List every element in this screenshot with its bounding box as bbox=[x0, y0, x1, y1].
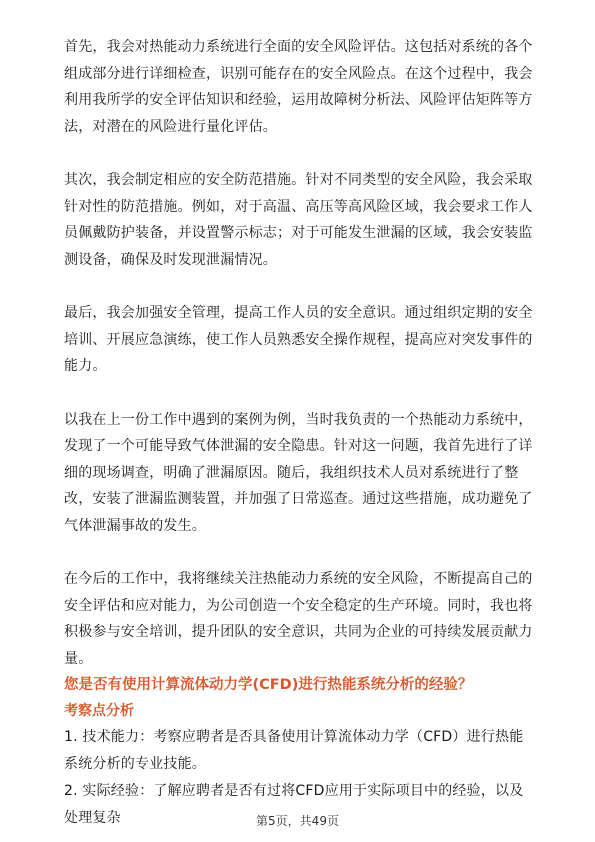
list-item: 1. 技术能力：考察应聘者是否具备使用计算流体动力学（CFD）进行热能系统分析的专业技能。 bbox=[64, 729, 524, 772]
paragraph-risk-assessment: 首先，我会对热能动力系统进行全面的安全风险评估。这包括对系统的各个组成部分进行详细检查，识别可能存在的安全风险点。在这个过程中，我会利用我所学的安全评估知识和经验，运用故障树分析法、风险评估矩阵等方法，对潜在的风险进行量化评估。 bbox=[64, 39, 533, 135]
paragraph-gap bbox=[64, 380, 534, 407]
paragraph-safety-management: 最后，我会加强安全管理，提高工作人员的安全意识。通过组织定期的安全培训、开展应急演练，使工作人员熟悉安全操作规程，提高应对突发事件的能力。 bbox=[64, 305, 533, 374]
section-heading: 考察点分析 bbox=[64, 703, 134, 719]
paragraph-gap bbox=[64, 539, 534, 566]
paragraph-gap bbox=[64, 273, 534, 300]
document-body bbox=[64, 34, 534, 832]
paragraph-case-example: 以我在上一份工作中遇到的案例为例，当时我负责的一个热能动力系统中，发现了一个可能导致气体泄漏的安全隐患。针对这一问题，我首先进行了详细的现场调查，明确了泄漏原因。随后，我组织技术人员对系统进行了整改，安装了泄漏监测装置，并加强了日常巡查。通过这些措施，成功避免了气体泄漏事故的发生。 bbox=[64, 411, 533, 534]
page-number: 第5页，共49页 bbox=[256, 814, 339, 828]
paragraph-gap bbox=[64, 140, 534, 167]
list-item: 2. 实际经验：了解应聘者是否有过将CFD应用于实际项目中的经验，以及处理复杂 bbox=[64, 783, 524, 826]
paragraph-future-work: 在今后的工作中，我将继续关注热能动力系统的安全风险，不断提高自己的安全评估和应对能力，为公司创造一个安全稳定的生产环境。同时，我也将积极参与安全培训，提升团队的安全意识，共同为企业的可持续发展贡献力量。 bbox=[64, 571, 533, 667]
paragraph-prevention-measures: 其次，我会制定相应的安全防范措施。针对不同类型的安全风险，我会采取针对性的防范措施。例如，对于高温、高压等高风险区域，我会要求工作人员佩戴防护装备，并设置警示标志；对于可能发生泄漏的区域，我会安装监测设备，确保及时发现泄漏情况。 bbox=[64, 172, 533, 268]
question-heading: 您是否有使用计算流体动力学(CFD)进行热能系统分析的经验？ bbox=[64, 677, 473, 693]
